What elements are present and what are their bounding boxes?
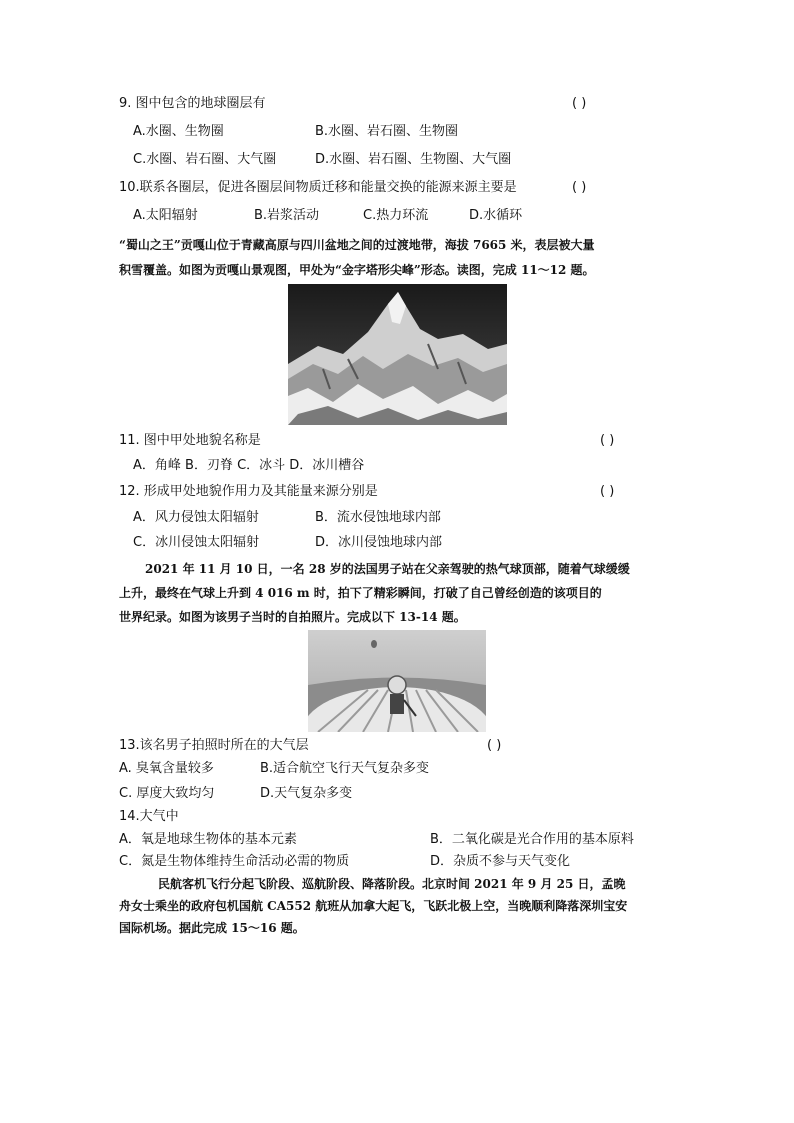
intro-11-line2: 积雪覆盖。如图为贡嘎山景观图，甲处为“金字塔形尖峰”形态。读图，完成 11～12 题。 — [119, 263, 595, 277]
intro-13-line2: 上升，最终在气球上升到 4 016 m 时，拍下了精彩瞬间，打破了自己曾经创造的该项目的 — [119, 586, 602, 600]
q9-option-b: B.水圈、岩石圈、生物圈 — [315, 124, 459, 139]
q14-option-d: D．杂质不参与天气变化 — [430, 854, 571, 869]
q10-answer-paren: ( ) — [572, 180, 587, 195]
balloon-selfie-photo — [308, 630, 486, 732]
q9-option-d: D.水圈、岩石圈、生物圈、大气圈 — [315, 152, 512, 167]
q14-option-b: B．二氧化碳是光合作用的基本原料 — [430, 832, 634, 847]
intro-13-line3: 世界纪录。如图为该男子当时的自拍照片。完成以下 13-14 题。 — [119, 610, 466, 624]
q14-option-a: A．氧是地球生物体的基本元素 — [119, 832, 297, 847]
q10-option-d: D.水循环 — [469, 208, 523, 223]
q12-stem: 12. 形成甲处地貌作用力及其能量来源分别是 — [119, 484, 378, 499]
q10-stem: 10.联系各圈层，促进各圈层间物质迁移和能量交换的能源来源主要是 — [119, 180, 517, 195]
q9-option-c: C.水圈、岩石圈、大气圈 — [133, 152, 277, 167]
intro-15-line3: 国际机场。据此完成 15～16 题。 — [119, 921, 305, 935]
q13-option-b: B.适合航空飞行天气复杂多变 — [260, 761, 430, 776]
q12-option-b: B．流水侵蚀地球内部 — [315, 510, 441, 525]
q13-option-a: A. 臭氧含量较多 — [119, 761, 214, 776]
q12-option-d: D．冰川侵蚀地球内部 — [315, 535, 443, 550]
q14-stem: 14.大气中 — [119, 809, 179, 824]
q11-options: A．角峰 B．刃脊 C．冰斗 D．冰川槽谷 — [133, 458, 365, 473]
intro-15-line2: 舟女士乘坐的政府包机国航 CA552 航班从加拿大起飞，飞跃北极上空，当晚顺利降落深圳宝安 — [119, 899, 628, 913]
q10-option-b: B.岩浆活动 — [254, 208, 320, 223]
q10-option-c: C.热力环流 — [363, 208, 429, 223]
q14-option-c: C．氮是生物体维持生命活动必需的物质 — [119, 854, 350, 869]
intro-11-line1: “蜀山之王”贡嘎山位于青藏高原与四川盆地之间的过渡地带，海拔 7665 米，表层被大量 — [119, 238, 595, 252]
intro-13-line1: 2021 年 11 月 10 日，一名 28 岁的法国男子站在父亲驾驶的热气球顶部，随着气球缓缓 — [145, 562, 630, 576]
q13-answer-paren: ( ) — [487, 738, 502, 753]
q11-stem: 11. 图中甲处地貌名称是 — [119, 433, 261, 448]
q9-stem: 9. 图中包含的地球圈层有 — [119, 96, 266, 111]
q9-answer-paren: ( ) — [572, 96, 587, 111]
gongga-mountain-photo — [288, 284, 507, 425]
q11-answer-paren: ( ) — [600, 433, 615, 448]
q13-option-c: C. 厚度大致均匀 — [119, 786, 215, 801]
q13-option-d: D.天气复杂多变 — [260, 786, 353, 801]
q12-option-c: C．冰川侵蚀太阳辐射 — [133, 535, 260, 550]
q12-option-a: A．风力侵蚀太阳辐射 — [133, 510, 259, 525]
intro-15-line1: 民航客机飞行分起飞阶段、巡航阶段、降落阶段。北京时间 2021 年 9 月 25 日，孟晚 — [158, 877, 626, 891]
q9-option-a: A.水圈、生物圈 — [133, 124, 224, 139]
q10-option-a: A.太阳辐射 — [133, 208, 198, 223]
q13-stem: 13.该名男子拍照时所在的大气层 — [119, 738, 309, 753]
q12-answer-paren: ( ) — [600, 484, 615, 499]
